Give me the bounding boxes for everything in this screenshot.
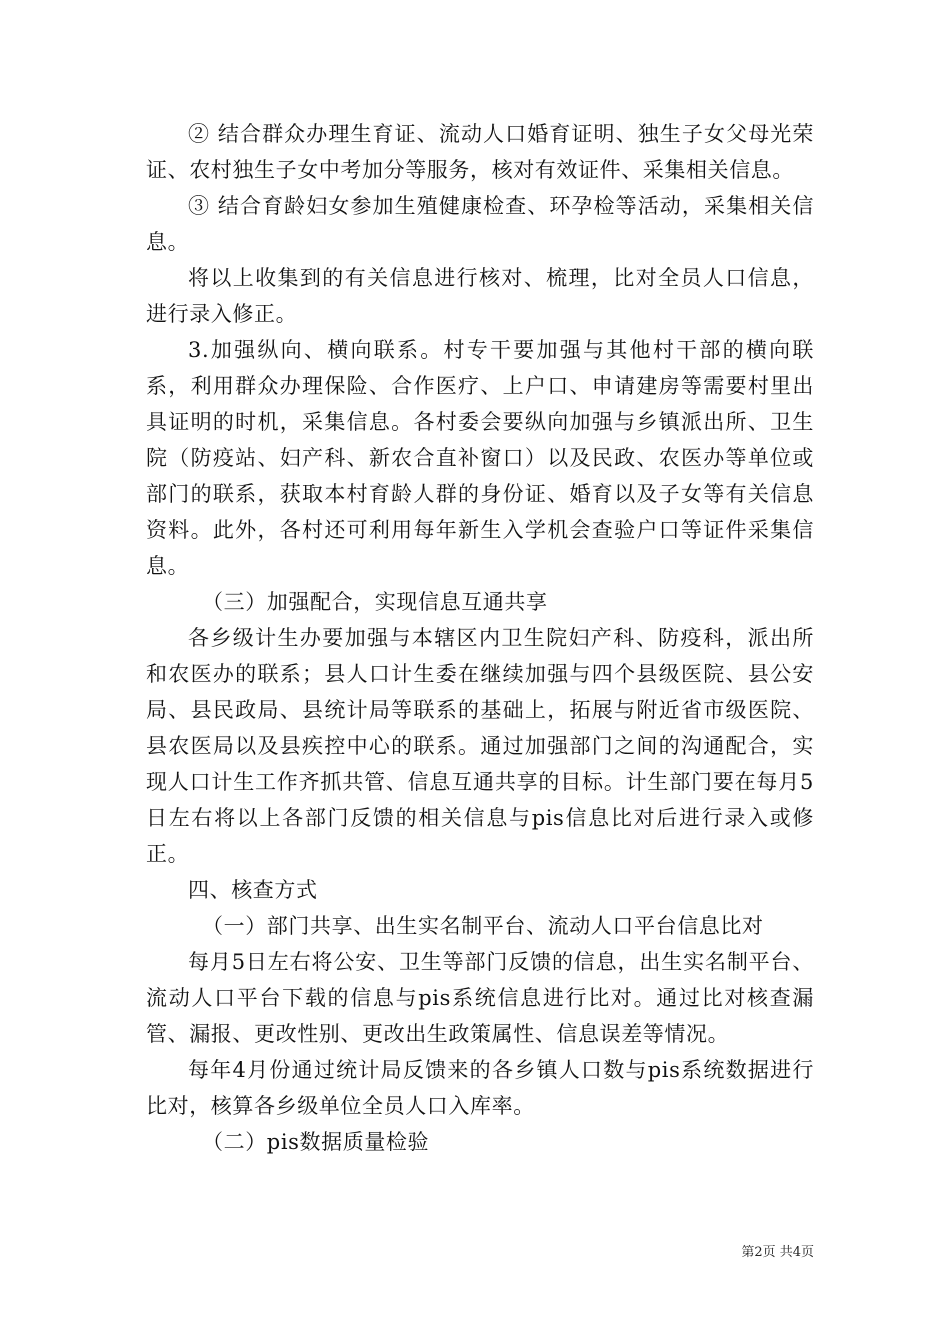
- paragraph-item-2: ② 结合群众办理生育证、流动人口婚育证明、独生子女父母光荣证、农村独生子女中考加分等服务，核对有效证件、采集相关信息。: [146, 122, 814, 182]
- page-number: 第2页 共4页: [741, 1245, 814, 1260]
- heading-pis-quality: （二）pis数据质量检验: [202, 1130, 430, 1154]
- paragraph-cooperation: 各乡级计生办要加强与本辖区内卫生院妇产科、防疫科，派出所和农医办的联系；县人口计生委在继续加强与四个县级医院、县公安局、县民政局、县统计局等联系的基础上，拓展与附近省市级医院、县农医局以及县疾控中心的联系。通过加强部门之间的沟通配合，实现人口计生工作齐抓共管、信息互通共享的目标。计生部门要在每月5日左右将以上各部门反馈的相关信息与pis信息比对后进行录入或修正。: [146, 626, 814, 866]
- paragraph-item-3: ③ 结合育龄妇女参加生殖健康检查、环孕检等活动，采集相关信息。: [146, 194, 814, 254]
- paragraph-annual-compare: 每年4月份通过统计局反馈来的各乡镇人口数与pis系统数据进行比对，核算各乡级单位全员人口入库率。: [146, 1058, 814, 1118]
- document-body: [146, 116, 814, 1160]
- paragraph-verify-info: 将以上收集到的有关信息进行核对、梳理，比对全员人口信息，进行录入修正。: [146, 266, 814, 326]
- heading-check-methods: 四、核查方式: [188, 878, 318, 902]
- heading-platform-compare: （一）部门共享、出生实名制平台、流动人口平台信息比对: [202, 914, 764, 938]
- paragraph-section-3: 3.加强纵向、横向联系。村专干要加强与其他村干部的横向联系，利用群众办理保险、合作医疗、上户口、申请建房等需要村里出具证明的时机，采集信息。各村委会要纵向加强与乡镇派出所、卫生院（防疫站、妇产科、新农合直补窗口）以及民政、农医办等单位或部门的联系，获取本村育龄人群的身份证、婚育以及子女等有关信息资料。此外，各村还可利用每年新生入学机会查验户口等证件采集信息。: [146, 338, 814, 578]
- heading-cooperation: （三）加强配合，实现信息互通共享: [202, 590, 548, 614]
- paragraph-monthly-compare: 每月5日左右将公安、卫生等部门反馈的信息，出生实名制平台、流动人口平台下载的信息与pis系统信息进行比对。通过比对核查漏管、漏报、更改性别、更改出生政策属性、信息误差等情况。: [146, 950, 814, 1046]
